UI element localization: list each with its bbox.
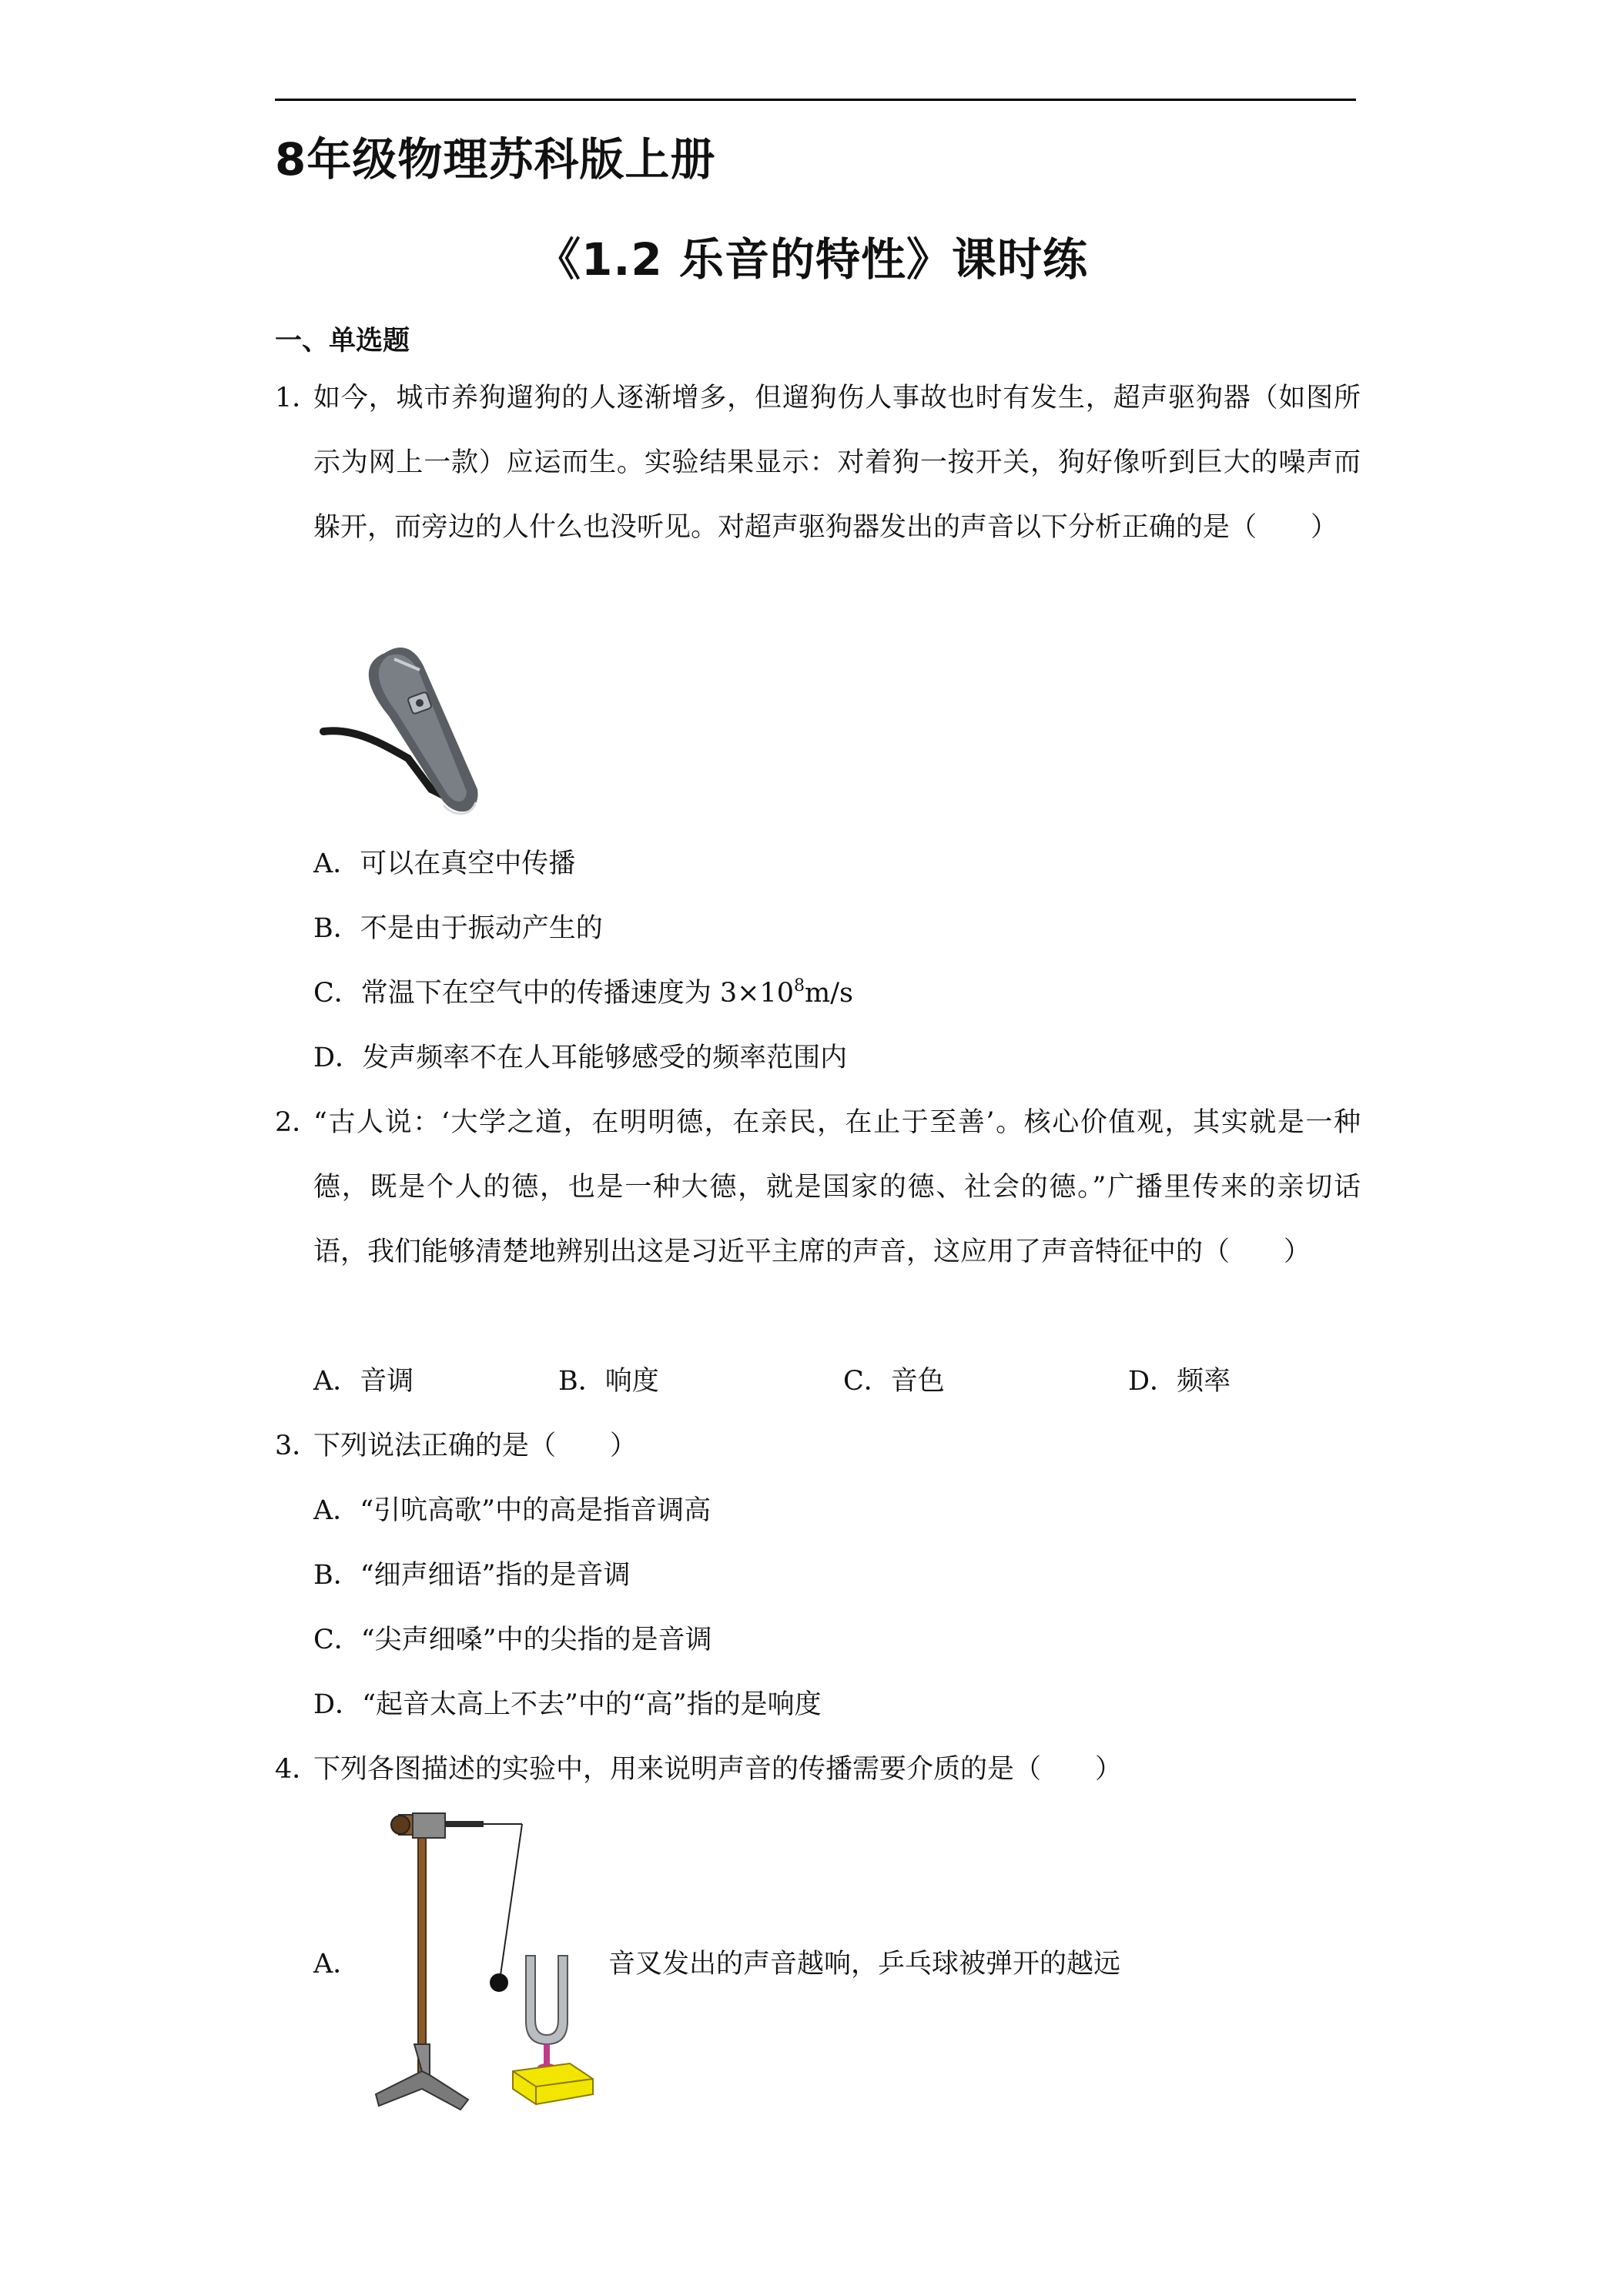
option-2d: [1128, 1349, 1231, 1414]
option-3d: [313, 1672, 822, 1737]
option-4a-text: 音叉发出的声音越响，乒乓球被弹开的越远: [608, 1949, 1121, 1980]
question-2: [275, 1090, 1361, 1284]
option-text: “细声细语”指的是音调: [360, 1560, 631, 1591]
question-number: 4．: [275, 1754, 320, 1785]
option-text: “尖声细嗓”中的尖指的是音调: [360, 1625, 712, 1655]
question-number: 2．: [275, 1107, 320, 1138]
question-stem: 下列各图描述的实验中，用来说明声音的传播需要介质的是（ ）: [313, 1754, 1123, 1785]
question-3: [275, 1414, 1361, 1478]
option-label: D．: [313, 1689, 363, 1720]
option-label: B．: [558, 1366, 605, 1397]
top-rule: [275, 99, 1356, 101]
option-text: “起音太高上不去”中的“高”指的是响度: [362, 1689, 822, 1720]
option-4a-label: A．: [313, 1949, 360, 1980]
option-label: A．: [313, 848, 360, 879]
option-1c: [313, 961, 853, 1026]
question-stem: 下列说法正确的是（ ）: [313, 1431, 638, 1461]
option-1d: [313, 1026, 847, 1090]
question-number: 3．: [275, 1431, 320, 1461]
option-label: D．: [313, 1043, 363, 1073]
option-label: B．: [313, 913, 360, 944]
option-label: C．: [313, 978, 361, 1009]
option-label: B．: [313, 1560, 360, 1591]
option-text: 常温下在空气中的传播速度为 3×10: [360, 978, 795, 1009]
ultrasonic-dog-repeller-image: [308, 631, 493, 824]
option-1b: [313, 896, 603, 961]
option-1a: [313, 832, 575, 896]
question-number: 1．: [275, 383, 320, 413]
option-label: C．: [313, 1625, 361, 1655]
document-subtitle: 《1.2 乐音的特性》课时练: [536, 233, 1088, 286]
option-3a: [313, 1478, 711, 1543]
option-text: 可以在真空中传播: [360, 848, 576, 879]
option-label: C．: [843, 1366, 891, 1397]
document-title: 8年级物理苏科版上册: [275, 133, 716, 186]
question-4: [275, 1737, 1361, 1802]
option-2c: [843, 1349, 945, 1414]
option-3c: [313, 1608, 712, 1672]
option-label: A．: [313, 1495, 360, 1526]
option-text: 音色: [890, 1366, 945, 1397]
question-1: [275, 366, 1361, 560]
unit: m/s: [805, 978, 853, 1009]
question-stem: “古人说：‘大学之道，在明明德，在亲民，在止于至善’。核心价值观，其实就是一种德，既是个人的德，也是一种大德，就是国家的德、社会的德。”广播里传来的亲切话语，我们能够清楚地辨别出这是习近平主席的声音，这应用了声音特征中的（ ）: [313, 1107, 1361, 1267]
option-label: A．: [313, 1366, 360, 1397]
option-text: 音调: [360, 1366, 414, 1397]
option-text: 发声频率不在人耳能够感受的频率范围内: [362, 1043, 848, 1073]
option-text: 频率: [1177, 1366, 1231, 1397]
option-2b: [558, 1349, 659, 1414]
option-text: 响度: [604, 1366, 659, 1397]
question-stem: 如今，城市养狗遛狗的人逐渐增多，但遛狗伤人事故也时有发生，超声驱狗器（如图所示为网上一款）应运而生。实验结果显示：对着狗一按开关，狗好像听到巨大的噪声而躲开，而旁边的人什么也没听见。对超声驱狗器发出的声音以下分析正确的是（ ）: [313, 383, 1361, 543]
tuning-fork-pingpong-image: [368, 1798, 607, 2121]
option-text: 不是由于振动产生的: [360, 913, 603, 944]
option-2a: [313, 1349, 414, 1414]
option-label: D．: [1128, 1366, 1177, 1397]
exponent: 8: [794, 976, 805, 996]
section-heading: 一、单选题: [275, 326, 410, 356]
option-3b: [313, 1543, 631, 1608]
option-text: “引吭高歌”中的高是指音调高: [360, 1495, 712, 1526]
